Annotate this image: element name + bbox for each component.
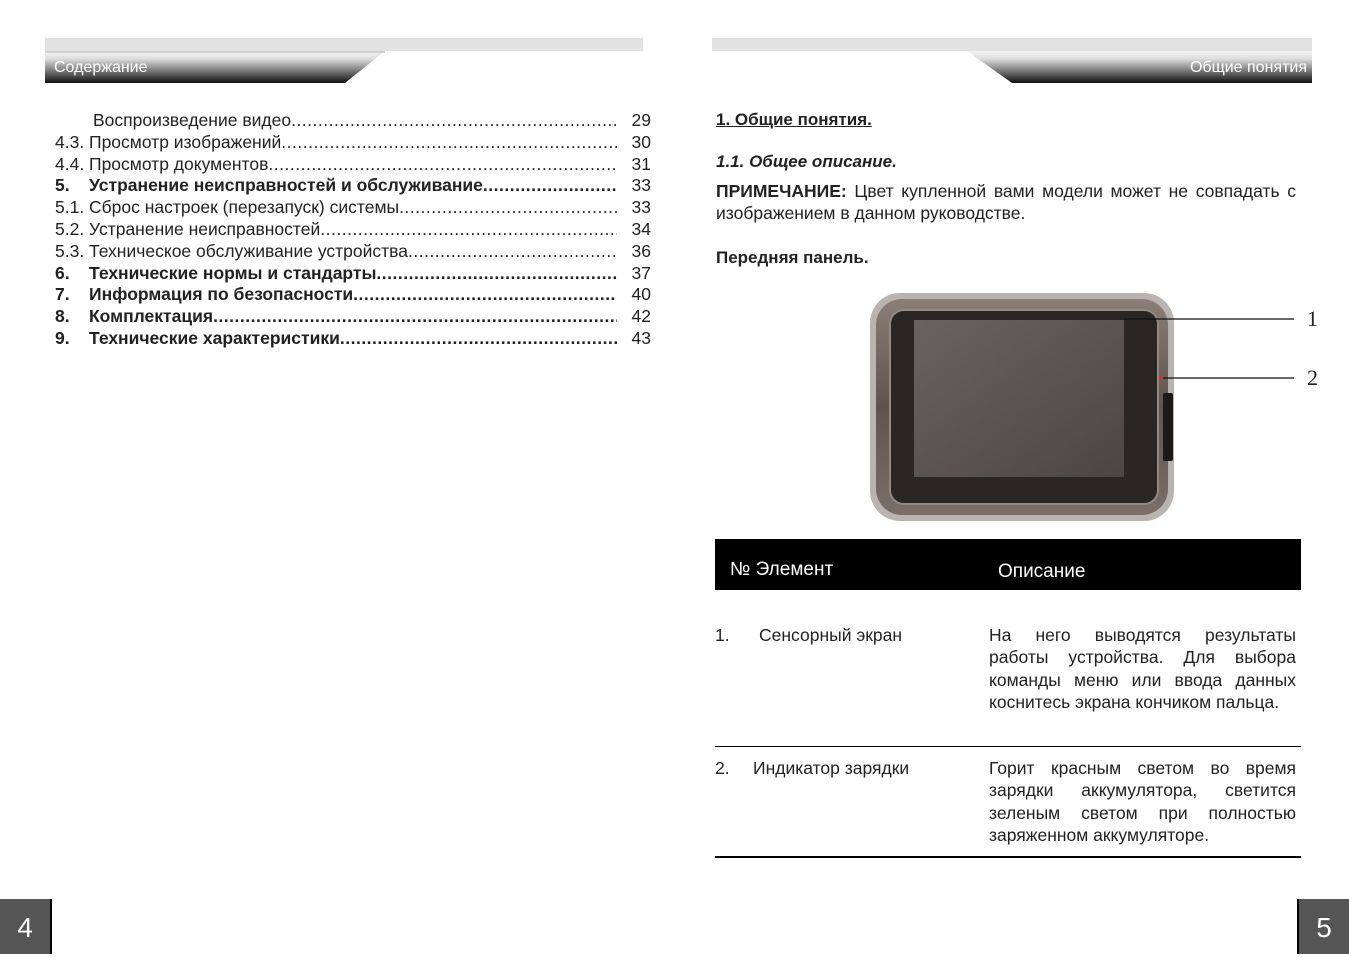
toc-entry-text: Сброс настроек (перезапуск) системы	[89, 197, 400, 218]
page-number-left: 4	[0, 899, 52, 954]
touch-screen	[914, 320, 1124, 477]
toc-entry	[55, 284, 651, 306]
header-title: Общие понятия	[1189, 59, 1307, 76]
toc-entry-page: 40	[621, 284, 651, 306]
toc-entry	[55, 197, 651, 219]
toc-entry-leader	[55, 175, 617, 197]
toc-entry	[55, 328, 651, 350]
toc-entry-leader	[55, 263, 617, 285]
table-bottom-rule	[715, 856, 1301, 858]
toc-entry-page: 34	[621, 219, 651, 241]
toc-entry-number: 6.	[55, 262, 70, 283]
column-header-element: № Элемент	[730, 559, 834, 580]
toc-entry	[55, 175, 651, 197]
note-text: Цвет купленной вами модели может не совпадать с изображением в данном руководстве.	[716, 181, 1296, 223]
toc-entry-number: 4.3.	[55, 131, 85, 152]
toc-entry-page: 33	[621, 197, 651, 219]
toc-entry-leader	[55, 219, 617, 241]
toc-entry	[55, 154, 651, 176]
callout-label-1: 1	[1307, 306, 1318, 331]
toc-entry-text: Комплектация	[89, 306, 214, 327]
charge-indicator-led	[1159, 376, 1163, 380]
toc-entry	[55, 110, 651, 132]
toc-entry-page: 43	[621, 328, 651, 350]
toc-entry-leader	[55, 132, 617, 154]
toc-entry-page: 29	[621, 110, 651, 132]
toc-entry-leader	[55, 284, 617, 306]
row-description: На него выводятся результаты работы устройства. Для выбора команды меню или ввода данных коснитесь экрана кончиком пальца.	[989, 625, 1296, 712]
toc-entry-text: Просмотр изображений	[89, 131, 282, 152]
toc-entry-leader	[55, 328, 617, 350]
row-element: Сенсорный экран	[759, 625, 903, 645]
front-panel-title: Передняя панель.	[716, 248, 869, 267]
toc-entry-number: 5.2.	[55, 218, 85, 239]
toc-entry-number: 5.	[55, 175, 70, 196]
table-of-contents	[55, 110, 651, 350]
table-header	[715, 539, 1301, 590]
toc-entry-leader	[55, 306, 617, 328]
row-number: 2.	[715, 758, 730, 778]
note-paragraph	[716, 180, 1296, 224]
row-element: Индикатор зарядки	[753, 758, 910, 778]
device-front-illustration	[868, 290, 1318, 525]
toc-entry	[55, 132, 651, 154]
column-header-description: Описание	[998, 561, 1086, 582]
toc-entry-text: Информация по безопасности	[89, 284, 354, 305]
toc-entry-text: Просмотр документов	[89, 153, 269, 174]
header-title: Содержание	[54, 59, 148, 76]
toc-entry	[55, 241, 651, 263]
toc-entry-leader	[55, 241, 617, 263]
table-divider	[715, 746, 1301, 747]
row-description: Горит красным светом во время зарядки аккумулятора, светится зеленым светом при полностью заряженном аккумуляторе.	[989, 758, 1296, 845]
toc-entry-text: Устранение неисправностей и обслуживание	[89, 175, 483, 196]
toc-entry-number: 5.1.	[55, 197, 85, 218]
subsection-heading: 1.1. Общее описание.	[716, 152, 897, 171]
section-heading: 1. Общие понятия.	[716, 110, 872, 129]
callout-label-2: 2	[1307, 365, 1318, 390]
toc-entry-leader	[55, 154, 617, 176]
toc-entry-text: Воспроизведение видео	[93, 110, 292, 130]
toc-entry-leader	[55, 110, 617, 132]
toc-entry-number: 7.	[55, 284, 70, 305]
toc-entry-number: 4.4.	[55, 153, 85, 174]
toc-entry-text: Технические характеристики	[89, 327, 340, 348]
toc-entry-number: 5.3.	[55, 240, 85, 261]
toc-entry-page: 33	[621, 175, 651, 197]
toc-entry	[55, 263, 651, 285]
note-label: ПРИМЕЧАНИЕ:	[716, 181, 847, 201]
toc-entry-text: Технические нормы и стандарты	[89, 262, 377, 283]
side-button	[1163, 393, 1173, 461]
page-number-right: 5	[1297, 899, 1349, 954]
toc-entry	[55, 306, 651, 328]
toc-entry-number: 9.	[55, 327, 70, 348]
toc-entry-page: 31	[621, 154, 651, 176]
toc-entry-page: 30	[621, 132, 651, 154]
right-page-header	[712, 38, 1312, 83]
toc-entry-text: Техническое обслуживание устройства	[89, 240, 408, 261]
row-number: 1.	[715, 625, 730, 645]
toc-entry	[55, 219, 651, 241]
toc-entry-page: 42	[621, 306, 651, 328]
left-page-header	[45, 38, 643, 83]
toc-entry-text: Устранение неисправностей	[89, 218, 321, 239]
toc-entry-page: 37	[621, 263, 651, 285]
toc-entry-number: 8.	[55, 306, 70, 327]
toc-entry-leader	[55, 197, 617, 219]
toc-entry-page: 36	[621, 241, 651, 263]
